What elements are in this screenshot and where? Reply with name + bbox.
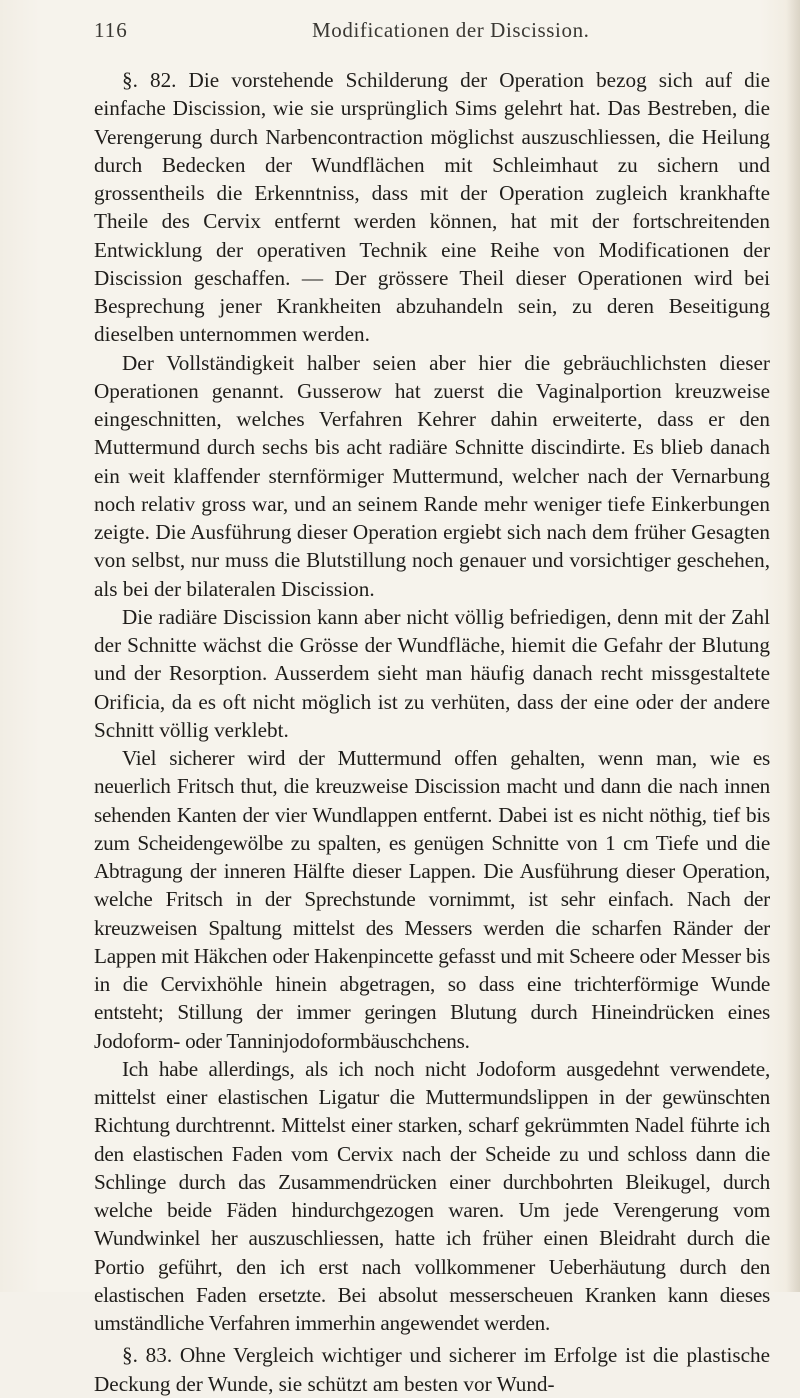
paragraph-section-83: §. 83. Ohne Vergleich wichtiger und sicherer im Erfolge ist die plastische Deckung der Wunde, sie schützt am besten vor Wund-: [94, 1343, 770, 1396]
page-header: [94, 18, 766, 48]
paragraph-elastische-ligatur: Ich habe allerdings, als ich noch nicht Jodoform ausgedehnt verwendete, mittelst einer elastischen Ligatur die Muttermundslippen in der gewünschten Richtung durchtrennt. Mittelst einer starken, scharf gekrümmten Nadel führte ich den elastischen Faden vom Cervix nach der Scheide zu und schloss dann die Schlinge durch das Zusammendrücken einer durchbohrten Bleikugel, durch welche beide Fäden hindurchgezogen waren. Um jede Verengerung vom Wundwinkel her auszuschliessen, hatte ich früher einen Bleidraht durch die Portio geführt, den ich erst nach vollkommener Ueberhäutung durch den elastischen Faden ersetzte. Bei absolut messerscheuen Kranken kann dieses umständliche Verfahren immerhin angewendet werden.: [94, 1056, 770, 1335]
paragraph-radiaere-nachteile: Die radiäre Discission kann aber nicht völlig befriedigen, denn mit der Zahl der Schnitte wächst die Grösse der Wundfläche, hiemit die Gefahr der Blutung und der Resorption. Ausserdem sieht man häufig danach recht missgestaltete Orificia, da es oft nicht möglich ist zu verhüten, dass der eine oder der andere Schnitt völlig verklebt.: [94, 604, 770, 742]
page-edge-shadow: [786, 0, 800, 1292]
paragraph-fritsch-methode: Viel sicherer wird der Muttermund offen gehalten, wenn man, wie es neuerlich Fritsch thut, die kreuzweise Discission macht und dann die nach innen sehenden Kanten der vier Wundlappen entfernt. Dabei ist es nicht nöthig, tief bis zum Scheidengewölbe zu spalten, es genügen Schnitte von 1 cm Tiefe und die Abtragung der inneren Hälfte dieser Lappen. Die Ausführung dieser Operation, welche Fritsch in der Sprechstunde vornimmt, ist sehr einfach. Nach der kreuzweisen Spaltung mittelst des Messers werden die scharfen Ränder der Lappen mit Häkchen oder Hakenpincette gefasst und mit Scheere oder Messer bis in die Cervixhöhle hinein abgetragen, so dass eine trichterförmige Wunde entsteht; Stillung der immer geringen Blutung durch Hineindrücken eines Jodoform- oder Tanninjodoformbäuschchens.: [94, 746, 770, 1053]
running-head: Modificationen der Discission.: [312, 18, 590, 42]
page-number: 116: [94, 18, 128, 42]
body-text: [94, 66, 770, 1398]
paragraph-radiaere-discission: Der Vollständigkeit halber seien aber hier die gebräuchlichsten dieser Operationen genannt. Gusserow hat zuerst die Vaginalportion kreuzweise eingeschnitten, welches Verfahren Kehrer dahin erweiterte, dass er den Muttermund durch sechs bis acht radiäre Schnitte discindirte. Es blieb danach ein weit klaffender sternförmiger Muttermund, welcher nach der Vernarbung noch relativ gross war, und an seinem Rande mehr weniger tiefe Einkerbungen zeigte. Die Ausführung dieser Operation ergiebt sich nach dem früher Gesagten von selbst, nur muss die Blutstillung noch genauer und vorsichtiger geschehen, als bei der bilateralen Discission.: [94, 350, 770, 601]
paragraph-section-82: §. 82. Die vorstehende Schilderung der Operation bezog sich auf die einfache Discission, wie sie ursprünglich Sims gelehrt hat. Das Bestreben, die Verengerung durch Narbencontraction möglichst auszuschliessen, die Heilung durch Bedecken der Wundflächen mit Schleimhaut zu sichern und grossentheils die Erkenntniss, dass mit der Operation zugleich krankhafte Theile des Cervix entfernt werden können, hat mit der fortschreitenden Entwicklung der operativen Technik eine Reihe von Modificationen der Discission geschaffen. — Der grössere Theil dieser Operationen wird bei Besprechung jener Krankheiten abzuhandeln sein, zu deren Beseitigung dieselben unternommen werden.: [94, 68, 770, 347]
